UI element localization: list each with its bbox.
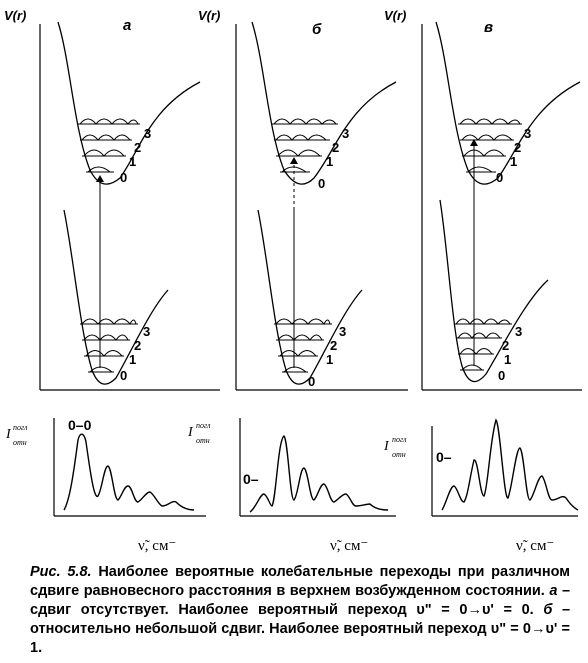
spectrum-c-curve [442,420,578,510]
panel-b-upper-level-3: 3 [342,126,350,141]
panel-a [4,8,220,390]
caption-figure-label: Рис. 5.8. [30,564,92,580]
panel-a-lower-potential-curve [64,210,168,384]
spectrum-a-curve [64,434,194,510]
panel-c-upper-level-0: 0 [496,170,504,185]
panel-c-lower-level-3: 3 [515,324,523,339]
panel-b-upper-level-1: 1 [326,154,334,169]
panel-b-lower-potential-curve [258,210,362,384]
panel-b-upper-level-2: 2 [332,140,340,155]
panel-a-upper-level-0: 0 [120,170,128,185]
panel-b-lower-level-2: 2 [330,338,338,353]
caption-part-b-text: – относительно небольшой сдвиг. Наиболее вероятный переход υ" = 0→υ' = 1. [30,602,571,656]
panel-b-lower-level-3: 3 [339,324,347,339]
spectrum-b-y-label: I [188,425,193,440]
caption-main-text: Наиболее вероятные колебательные переходы при различном сдвиге равновесного расстояния в верхнем возбужденном состоянии. [30,564,570,599]
panel-b-lower-levels [274,319,332,372]
spectrum-b [187,418,396,554]
spectrum-c-marker: 0– [436,449,452,465]
panel-c-lower-level-1: 1 [504,352,512,367]
spectrum-a-x-label: ν̃, см⁻ [138,538,177,554]
panel-a-axis-label: V(r) [4,8,27,23]
panel-b-letter: б [312,21,322,38]
panel-c-upper-potential-curve [436,22,580,184]
panel-a-letter: а [123,17,132,34]
spectrum-a-marker: 0–0 [68,417,92,433]
panel-c-upper-level-2: 2 [514,140,522,155]
panel-c [384,8,582,390]
spectrum-a-y-label: I [6,427,11,442]
spectrum-c-x-label: ν̃, см⁻ [516,538,555,554]
panel-b-lower-level-0: 0 [308,374,316,389]
panel-a-upper-level-1: 1 [129,154,137,169]
panel-a-upper-level-3: 3 [144,126,152,141]
figure-caption [30,563,570,658]
spectrum-b-y-sub: отн [196,436,210,445]
panel-b-lower-level-1: 1 [326,352,334,367]
caption-part-a-text: – сдвиг отсутствует. Наиболее вероятный переход υ" = 0→υ' = 0. [30,583,571,618]
panel-c-axis-label: V(r) [384,8,407,23]
spectrum-a-y-sub: отн [13,438,27,447]
spectrum-b-y-sup: погл [196,421,211,430]
panel-a-lower-level-2: 2 [134,338,142,353]
panel-c-lower-level-2: 2 [502,338,510,353]
caption-part-b-letter: б [543,602,553,618]
panel-b-upper-potential-curve [252,22,396,184]
panel-c-upper-level-1: 1 [510,154,518,169]
spectrum-c-y-label: I [384,439,389,454]
spectrum-a [5,417,206,554]
panel-c-letter: в [484,19,494,36]
panel-c-upper-level-3: 3 [524,126,532,141]
spectrum-b-marker: 0– [243,471,259,487]
panel-a-upper-level-2: 2 [134,140,142,155]
spectrum-c-y-sub: отн [392,450,406,459]
panel-a-lower-level-1: 1 [129,352,137,367]
spectrum-b-curve [250,436,388,512]
panel-b [198,8,408,390]
spectrum-c [383,420,578,554]
panel-a-lower-level-0: 0 [120,368,128,383]
panel-a-lower-level-3: 3 [143,324,151,339]
spectrum-a-y-sup: погл [13,423,28,432]
caption-part-a-letter: а [549,583,558,599]
spectrum-c-y-sup: погл [392,435,407,444]
panel-b-axis-label: V(r) [198,8,221,23]
panel-c-lower-level-0: 0 [498,368,506,383]
panel-b-upper-level-0: 0 [318,176,326,191]
spectrum-b-x-label: ν̃, см⁻ [330,538,369,554]
